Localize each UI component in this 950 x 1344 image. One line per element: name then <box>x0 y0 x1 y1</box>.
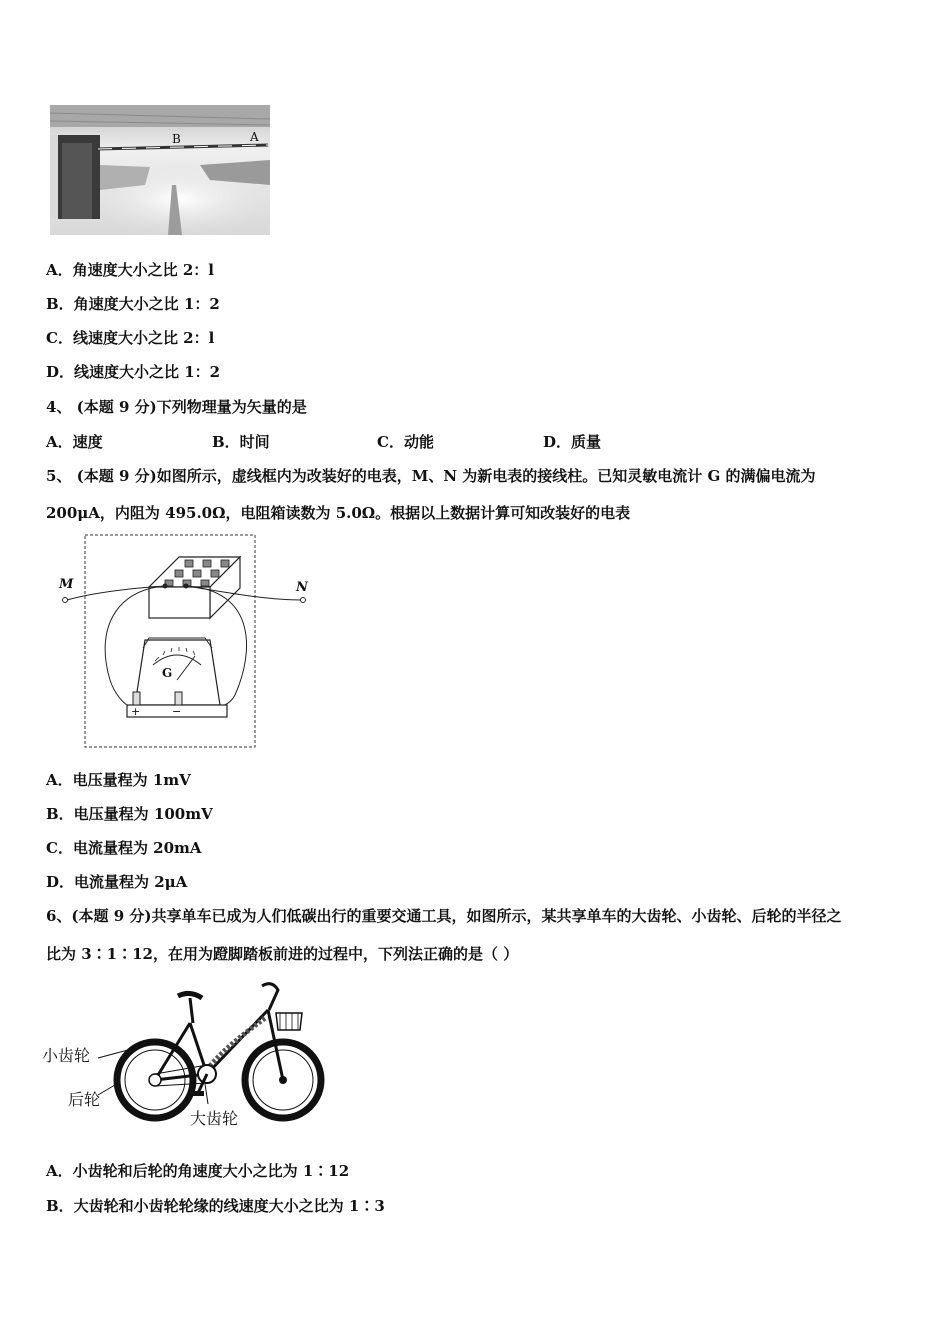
q4-option-d: D．质量 <box>543 433 602 451</box>
q3-option-a: A．角速度大小之比 2：l <box>46 261 214 279</box>
label-a: A <box>250 130 259 144</box>
q5-stem-line2: 200μA，内阻为 495.0Ω，电阻箱读数为 5.0Ω。根据以上数据计算可知改装好的电表 <box>46 504 631 522</box>
label-minus: − <box>172 705 182 718</box>
q4-option-b: B．时间 <box>212 433 270 451</box>
q6-stem-line2: 比为 3∶1∶12，在用为蹬脚踏板前进的过程中，下列法正确的是（ ） <box>46 945 519 963</box>
label-m: M <box>59 577 74 592</box>
q4-option-c: C．动能 <box>377 433 434 451</box>
label-plus: + <box>131 705 141 718</box>
q6-stem-line1: 6、(本题 9 分)共享单车已成为人们低碳出行的重要交通工具，如图所示，某共享单车的大齿轮、小齿轮、后轮的半径之 <box>46 907 842 925</box>
label-b: B <box>172 132 181 146</box>
q5-option-d: D．电流量程为 2μA <box>46 873 188 891</box>
label-big-gear: 大齿轮 <box>190 1109 239 1128</box>
label-small-gear: 小齿轮 <box>42 1046 91 1065</box>
meter-circuit-figure <box>55 530 320 752</box>
q5-option-a: A．电压量程为 1mV <box>46 771 191 789</box>
label-n: N <box>296 580 308 595</box>
q6-option-a: A．小齿轮和后轮的角速度大小之比为 1∶12 <box>46 1162 350 1180</box>
q5-stem-line1: 5、 (本题 9 分)如图所示，虚线框内为改装好的电表，M、N 为新电表的接线柱。已知灵敏电流计 G 的满偏电流为 <box>46 467 816 485</box>
parking-barrier-photo <box>50 105 270 235</box>
q3-option-d: D．线速度大小之比 1：2 <box>46 363 221 381</box>
q4-stem: 4、 (本题 9 分)下列物理量为矢量的是 <box>46 398 307 416</box>
q3-option-b: B．角速度大小之比 1：2 <box>46 295 220 313</box>
q3-option-c: C．线速度大小之比 2：l <box>46 329 215 347</box>
q6-option-b: B．大齿轮和小齿轮轮缘的线速度大小之比为 1∶3 <box>46 1197 385 1215</box>
q5-option-c: C．电流量程为 20mA <box>46 839 202 857</box>
q5-option-b: B．电压量程为 100mV <box>46 805 213 823</box>
label-rear-wheel: 后轮 <box>68 1090 101 1109</box>
q4-option-a: A．速度 <box>46 433 103 451</box>
bicycle-figure <box>40 978 340 1133</box>
label-g: G <box>162 666 173 680</box>
